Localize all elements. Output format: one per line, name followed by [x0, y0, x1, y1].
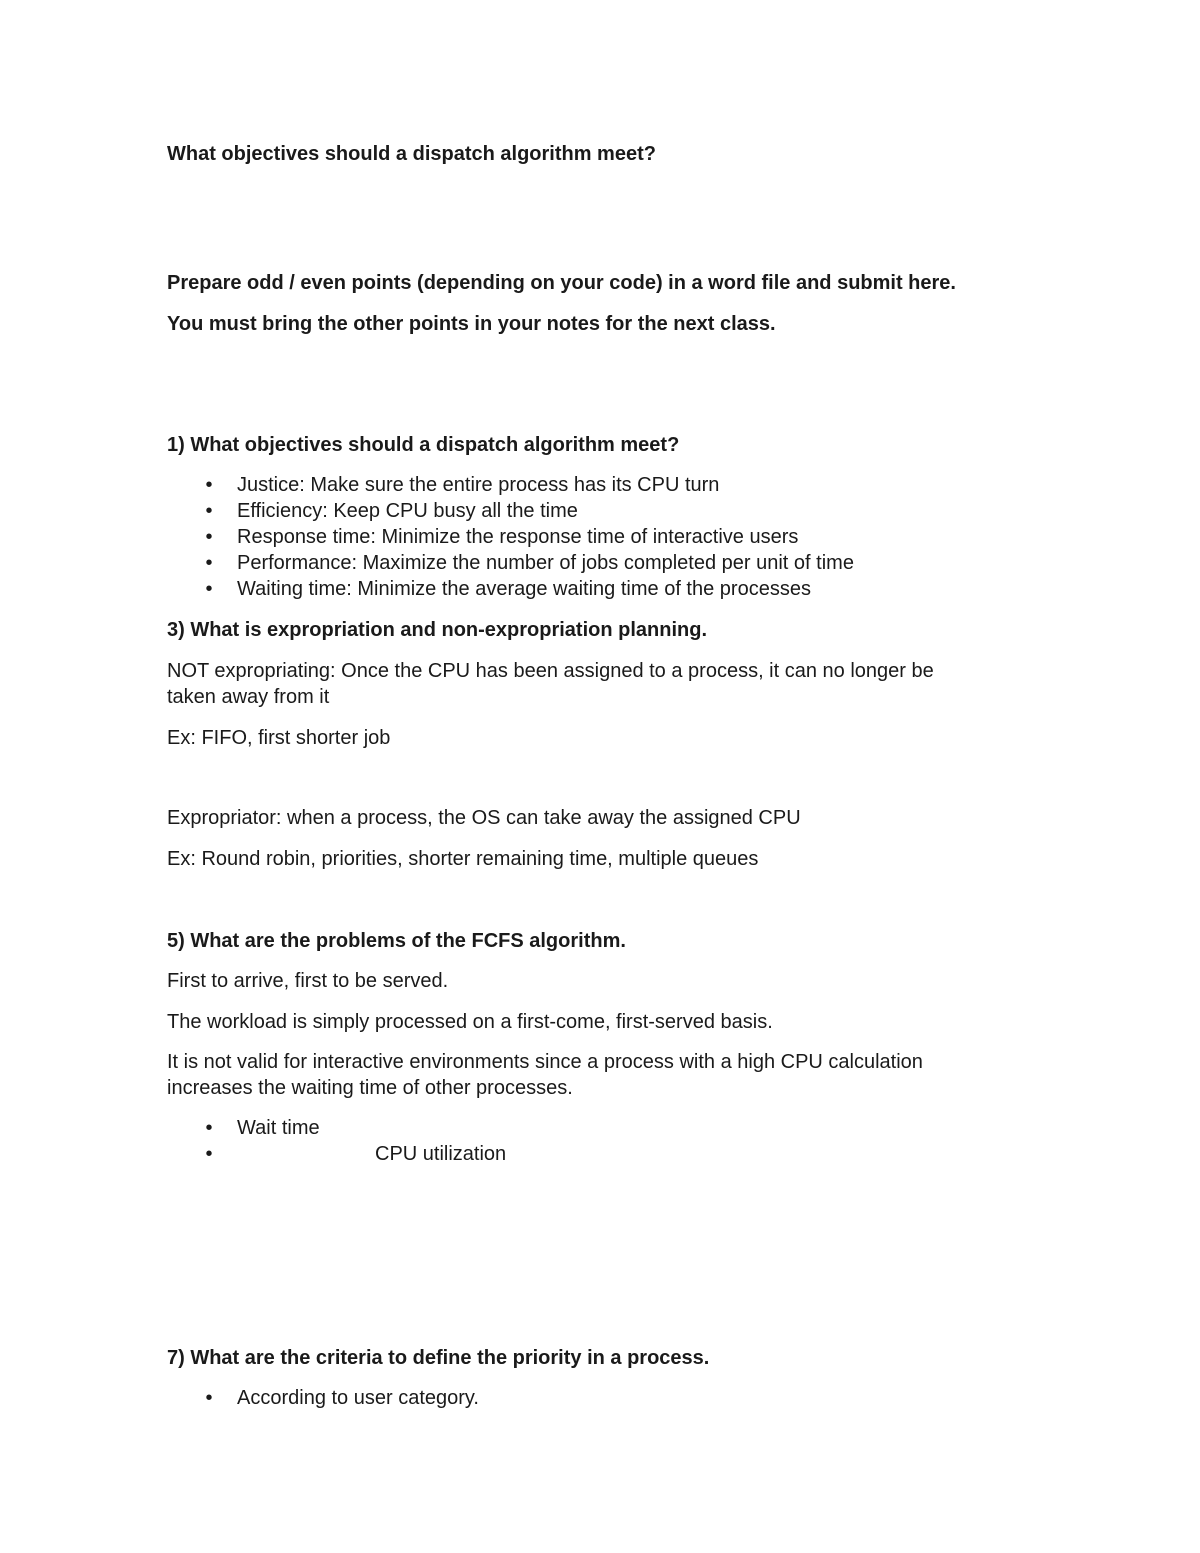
instruction-submit: Prepare odd / even points (depending on your code) in a word file and submit here.: [167, 272, 956, 294]
list-item: Efficiency: Keep CPU busy all the time: [237, 500, 578, 522]
q3-nonexpropriating-example: Ex: FIFO, first shorter job: [167, 727, 391, 749]
title-question: What objectives should a dispatch algorithm meet?: [167, 143, 656, 165]
q3-nonexpropriating-line1: NOT expropriating: Once the CPU has been assigned to a process, it can no longer be: [167, 660, 934, 682]
q5-paragraph-3-line2: increases the waiting time of other processes.: [167, 1077, 573, 1099]
bullet-icon: •: [205, 500, 213, 522]
q3-heading: 3) What is expropriation and non-expropriation planning.: [167, 619, 708, 641]
q5-paragraph-2: The workload is simply processed on a first-come, first-served basis.: [167, 1011, 773, 1033]
q5-paragraph-1: First to arrive, first to be served.: [167, 970, 449, 992]
bullet-icon: •: [205, 552, 213, 574]
bullet-icon: •: [205, 578, 213, 600]
q5-paragraph-3-line1: It is not valid for interactive environments since a process with a high CPU calculation: [167, 1051, 923, 1073]
bullet-icon: •: [205, 526, 213, 548]
bullet-icon: •: [205, 1387, 213, 1409]
instruction-notes: You must bring the other points in your notes for the next class.: [167, 313, 776, 335]
bullet-icon: •: [205, 1117, 213, 1139]
q7-heading: 7) What are the criteria to define the priority in a process.: [167, 1347, 710, 1369]
list-item: CPU utilization: [375, 1143, 507, 1165]
list-item: Response time: Minimize the response time of interactive users: [237, 526, 799, 548]
bullet-icon: •: [205, 474, 213, 496]
bullet-icon: •: [205, 1143, 213, 1165]
list-item: Waiting time: Minimize the average waiting time of the processes: [237, 578, 811, 600]
list-item: Justice: Make sure the entire process has its CPU turn: [237, 474, 720, 496]
q5-heading: 5) What are the problems of the FCFS algorithm.: [167, 930, 626, 952]
q3-expropriator: Expropriator: when a process, the OS can take away the assigned CPU: [167, 807, 801, 829]
list-item: Wait time: [237, 1117, 320, 1139]
q3-nonexpropriating-line2: taken away from it: [167, 686, 330, 708]
q3-expropriator-example: Ex: Round robin, priorities, shorter remaining time, multiple queues: [167, 848, 759, 870]
q1-heading: 1) What objectives should a dispatch algorithm meet?: [167, 434, 680, 456]
list-item: According to user category.: [237, 1387, 479, 1409]
list-item: Performance: Maximize the number of jobs completed per unit of time: [237, 552, 854, 574]
